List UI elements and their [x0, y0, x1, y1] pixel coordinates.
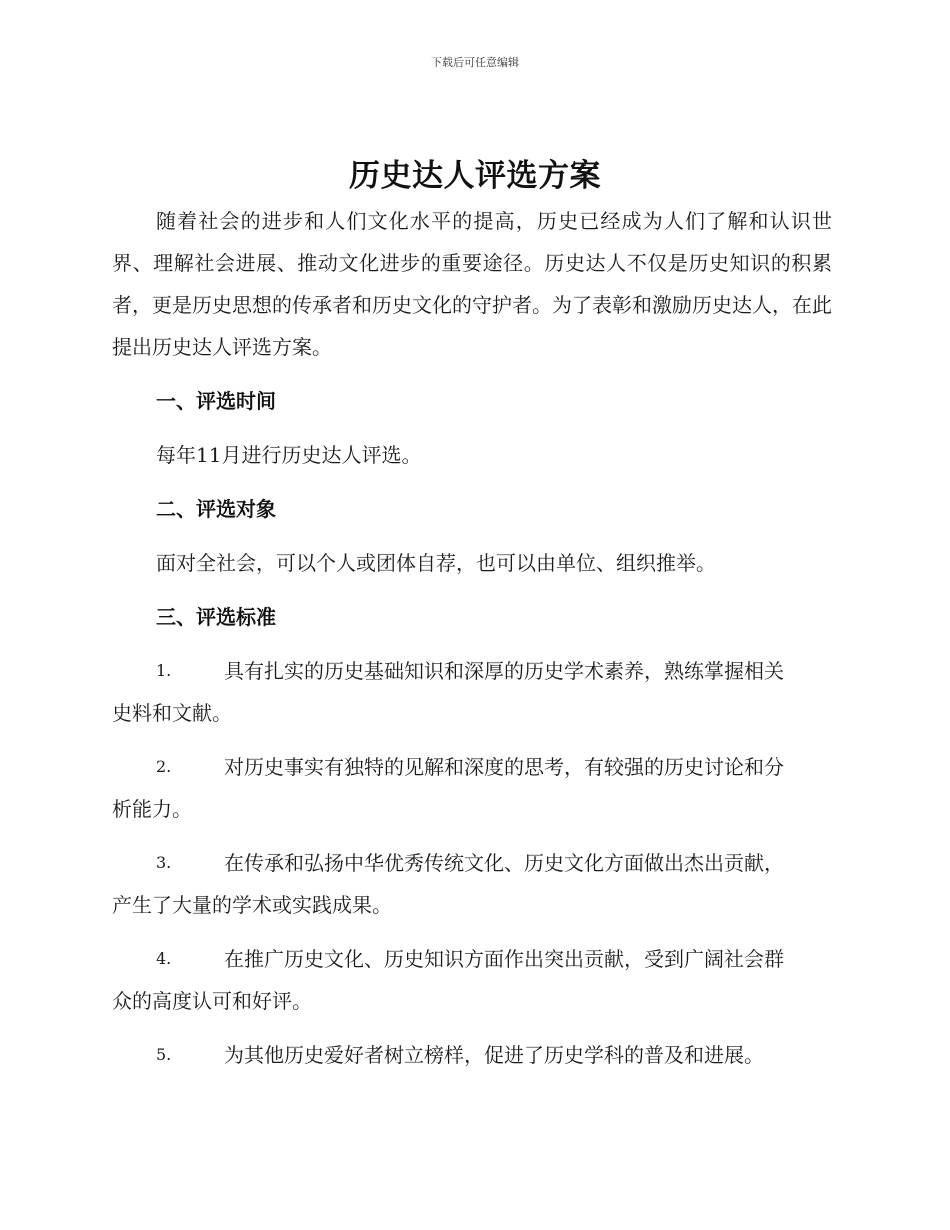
- document-title: 历史达人评选方案: [349, 158, 601, 194]
- list-item-text: 在推广历史文化、历史知识方面作出突出贡献，受到广阔社会群: [224, 947, 784, 971]
- list-item: [112, 650, 832, 734]
- list-item-number: 4.: [156, 949, 172, 968]
- page-header-note: 下载后可任意编辑: [431, 56, 519, 69]
- section-body-target: 面对全社会，可以个人或团体自荐，也可以由单位、组织推举。: [156, 551, 716, 575]
- document-body: [112, 200, 832, 1076]
- list-item-continuation: 析能力。: [112, 797, 192, 821]
- list-item-continuation: 产生了大量的学术或实践成果。: [112, 893, 392, 917]
- list-item: [112, 842, 832, 926]
- list-item-text: 在传承和弘扬中华优秀传统文化、历史文化方面做出杰出贡献，: [224, 851, 784, 875]
- list-item: [112, 746, 832, 830]
- section-heading-criteria: 三、评选标准: [156, 605, 276, 629]
- list-item-text: 具有扎实的历史基础知识和深厚的历史学术素养，熟练掌握相关: [224, 659, 784, 683]
- list-item-continuation: 史料和文献。: [112, 701, 232, 725]
- list-item: [112, 1034, 832, 1076]
- list-item-number: 3.: [156, 853, 172, 872]
- list-item-number: 1.: [156, 661, 172, 680]
- list-item-text: 为其他历史爱好者树立榜样，促进了历史学科的普及和进展。: [224, 1043, 764, 1067]
- intro-paragraph: 随着社会的进步和人们文化水平的提高，历史已经成为人们了解和认识世界、理解社会进展、推动文化进步的重要途径。历史达人不仅是历史知识的积累者，更是历史思想的传承者和历史文化的守护者。为了表彰和激励历史达人，在此提出历史达人评选方案。: [112, 209, 832, 359]
- list-item-number: 5.: [156, 1045, 172, 1064]
- criteria-list: [112, 638, 832, 1076]
- section-body-time: 每年11月进行历史达人评选。: [156, 443, 422, 467]
- list-item-text: 对历史事实有独特的见解和深度的思考，有较强的历史讨论和分: [224, 755, 784, 779]
- list-item-continuation: 众的高度认可和好评。: [112, 989, 312, 1013]
- list-item-number: 2.: [156, 757, 172, 776]
- section-heading-target: 二、评选对象: [156, 497, 276, 521]
- section-heading-time: 一、评选时间: [156, 389, 276, 413]
- list-item: [112, 938, 832, 1022]
